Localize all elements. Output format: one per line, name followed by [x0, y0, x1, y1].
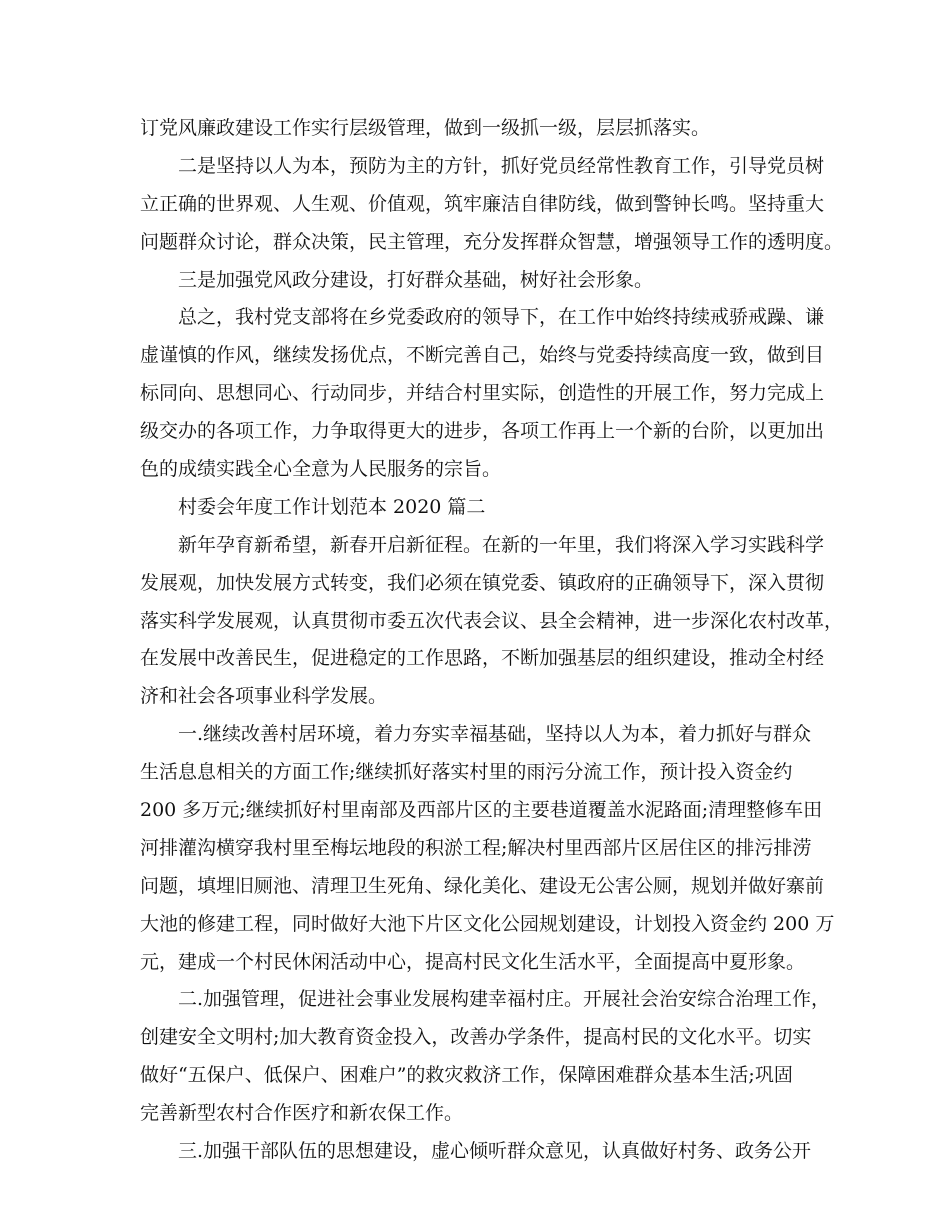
- text-line: 生活息息相关的方面工作;继续抓好落实村里的雨污分流工作，预计投入资金约: [140, 761, 793, 784]
- paragraph-1: [140, 110, 815, 148]
- paragraph-6: [140, 527, 844, 716]
- section-title: 村委会年度工作计划范本 2020 篇二: [178, 495, 486, 518]
- paragraph-7: [140, 716, 835, 981]
- text-line: 三.加强干部队伍的思想建设，虚心倾听群众意见，认真做好村务、政务公开: [178, 1140, 812, 1163]
- text-line: 大池的修建工程，同时做好大池下片区文化公园规划建设，计划投入资金约 200 万: [140, 912, 835, 935]
- text-line: 级交办的各项工作，力争取得更大的进步，各项工作再上一个新的台阶，以更加出: [140, 420, 825, 443]
- text-line: 落实科学发展观，认真贯彻市委五次代表会议、县全会精神，进一步深化农村改革，: [140, 609, 844, 632]
- text-line: 发展观，加快发展方式转变，我们必须在镇党委、镇政府的正确领导下，深入贯彻: [140, 571, 825, 594]
- paragraph-8: [140, 981, 831, 1133]
- text-line: 元，建成一个村民休闲活动中心，提高村民文化生活水平，全面提高中夏形象。: [140, 950, 806, 973]
- text-line: 200 多万元;继续抓好村里南部及西部片区的主要巷道覆盖水泥路面;清理整修车田: [140, 799, 823, 822]
- text-line: 色的成绩实践全心全意为人民服务的宗旨。: [140, 458, 502, 481]
- document-page: [140, 110, 844, 1171]
- text-line: 问题群众讨论，群众决策，民主管理，充分发挥群众智慧，增强领导工作的透明度。: [140, 230, 844, 253]
- text-line: 做好“五保户、低保户、困难户”的救灾救济工作，保障困难群众基本生活;巩固: [140, 1064, 793, 1087]
- text-line: 济和社会各项事业科学发展。: [140, 685, 388, 708]
- text-line: 二.加强管理，促进社会事业发展构建幸福村庄。开展社会治安综合治理工作，: [178, 988, 831, 1011]
- text-line: 创建安全文明村;加大教育资金投入，改善办学条件，提高村民的文化水平。切实: [140, 1026, 812, 1049]
- text-line: 河排灌沟横穿我村里至梅坛地段的积淤工程;解决村里西部片区居住区的排污排涝: [140, 836, 812, 859]
- text-line: 虚谨慎的作风，继续发扬优点，不断完善自己，始终与党委持续高度一致，做到目: [140, 344, 825, 367]
- paragraph-2: [140, 148, 844, 262]
- text-line: 一.继续改善村居环境，着力夯实幸福基础，坚持以人为本，着力抓好与群众: [178, 723, 812, 746]
- paragraph-4: [140, 299, 825, 488]
- text-line: 新年孕育新希望，新春开启新征程。在新的一年里，我们将深入学习实践科学: [178, 533, 825, 556]
- text-line: 订党风廉政建设工作实行层级管理，做到一级抓一级，层层抓落实。: [140, 117, 711, 139]
- paragraph-9: [140, 1133, 815, 1171]
- text-line: 问题，填埋旧厕池、清理卫生死角、绿化美化、建设无公害公厕，规划并做好寨前: [140, 874, 825, 897]
- text-line: 在发展中改善民生，促进稳定的工作思路，不断加强基层的组织建设，推动全村经: [140, 647, 825, 670]
- text-line: 二是坚持以人为本，预防为主的方针，抓好党员经常性教育工作，引导党员树: [178, 154, 825, 177]
- text-line: 标同向、思想同心、行动同步，并结合村里实际，创造性的开展工作，努力完成上: [140, 382, 825, 405]
- text-line: 三是加强党风政分建设，打好群众基础，树好社会形象。: [178, 268, 654, 291]
- paragraph-3: [140, 262, 815, 300]
- text-line: 立正确的世界观、人生观、价值观，筑牢廉洁自律防线，做到警钟长鸣。坚持重大: [140, 192, 825, 215]
- section-heading: [140, 489, 815, 527]
- text-line: 完善新型农村合作医疗和新农保工作。: [140, 1102, 464, 1125]
- text-line: 总之，我村党支部将在乡党委政府的领导下，在工作中始终持续戒骄戒躁、谦: [178, 306, 825, 329]
